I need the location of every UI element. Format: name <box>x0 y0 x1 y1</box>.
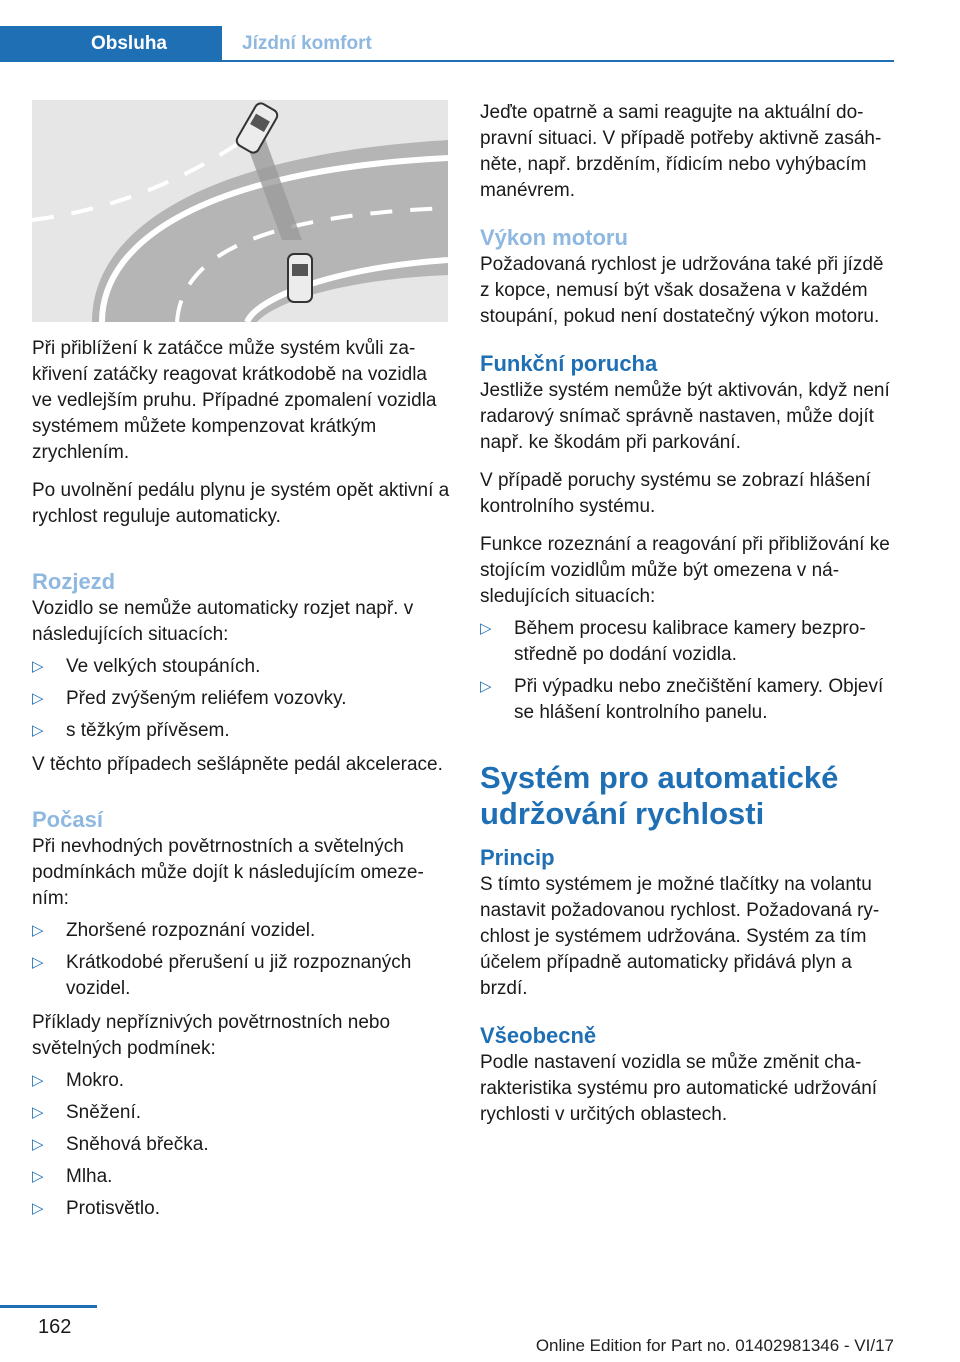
rozjezd-list <box>32 654 452 744</box>
heading-vykon-motoru: Výkon motoru <box>480 225 628 250</box>
triangle-bullet-icon: ▷ <box>32 1136 44 1153</box>
right-paragraph-1: Jeďte opatrně a sami reagujte na aktuální dopravní situaci. V případě potřeby aktivně zasáhněte, např. brzděním, řídicím nebo vyhýbacím manévrem. <box>480 102 882 201</box>
porucha-p3: Funkce rozeznání a reagování při přibližování ke stojícím vozidlům může být omezena v následujících situacích: <box>480 534 890 607</box>
triangle-bullet-icon: ▷ <box>32 690 44 707</box>
header-tabs <box>0 0 894 64</box>
heading-system-udrzovani-rychlosti: Systém pro automatické udržování rychlosti <box>480 760 839 831</box>
triangle-bullet-icon: ▷ <box>32 1200 44 1217</box>
footer-divider <box>0 1305 97 1308</box>
list-item: ▷ Při výpadku nebo znečištění kamery. Objeví se hlášení kontrolního panelu. <box>480 676 884 723</box>
list-item: ▷ Zhoršené rozpoznání vozidel. <box>32 918 452 944</box>
list-item: ▷ Před zvýšeným reliéfem vozovky. <box>32 686 452 712</box>
heading-princip: Princip <box>480 845 555 870</box>
porucha-p2: V případě poruchy systému se zobrazí hlášení kontrolního systému. <box>480 470 871 517</box>
list-item: ▷ s těžkým přívěsem. <box>32 718 452 744</box>
tab-obsluha[interactable]: Obsluha <box>0 26 222 62</box>
triangle-bullet-icon: ▷ <box>480 620 492 637</box>
porucha-p1: Jestliže systém nemůže být aktivován, když není radarový snímač správně nastaven, může dojít např. ke škodám při parkování. <box>480 380 890 453</box>
triangle-bullet-icon: ▷ <box>32 722 44 739</box>
pocasi-list <box>32 918 452 1002</box>
porucha-list <box>480 616 898 726</box>
list-item: ▷ Sněhová břečka. <box>32 1132 452 1158</box>
triangle-bullet-icon: ▷ <box>32 922 44 939</box>
vseobecne-text: Podle nastavení vozidla se může změnit charakteristika systému pro automatické udržování rychlosti v určitých oblastech. <box>480 1052 878 1125</box>
list-item: ▷ Mokro. <box>32 1068 452 1094</box>
rozjezd-outro: V těchto případech sešlápněte pedál akcelerace. <box>32 754 443 775</box>
header-divider <box>222 60 894 62</box>
left-paragraph-1: Při přiblížení k zatáčce může systém kvůli zakřivení zatáčky reagovat krátkodobě na vozidla ve vedlejším pruhu. Případné zpomalení vozidla systémem můžete kompenzovat krátkým zrychlením. <box>32 338 437 463</box>
list-item: ▷ Mlha. <box>32 1164 452 1190</box>
heading-funkcni-porucha: Funkční porucha <box>480 351 658 376</box>
left-column <box>32 100 452 1230</box>
car-curve-illustration <box>32 100 448 322</box>
car-curve-icon <box>32 100 448 322</box>
tab-jizdni-komfort[interactable]: Jízdní komfort <box>242 33 372 54</box>
triangle-bullet-icon: ▷ <box>32 954 44 971</box>
rozjezd-intro: Vozidlo se nemůže automaticky rozjet např. v následujících situacích: <box>32 598 414 645</box>
list-item: ▷ Sněžení. <box>32 1100 452 1126</box>
pocasi-intro: Při nevhodných povětrnostních a světelných podmínkách může dojít k následujícím omezením: <box>32 836 424 909</box>
triangle-bullet-icon: ▷ <box>480 678 492 695</box>
pocasi-examples-list <box>32 1068 452 1222</box>
list-item: ▷ Ve velkých stoupáních. <box>32 654 452 680</box>
list-item: ▷ Během procesu kalibrace kamery bezprostředně po dodání vozidla. <box>480 618 866 665</box>
list-item: ▷ Protisvětlo. <box>32 1196 452 1222</box>
footer-edition: Online Edition for Part no. 01402981346 - VI/17 <box>535 1336 894 1355</box>
princip-text: S tímto systémem je možné tlačítky na volantu nastavit požadovanou rychlost. Požadovaná rychlost je systémem udržována. Systém za tím účelem případně automaticky přidává plyn a brzdí. <box>480 874 880 999</box>
heading-pocasi: Počasí <box>32 807 103 832</box>
pocasi-examples-intro: Příklady nepříznivých povětrnostních nebo světelných podmínek: <box>32 1012 391 1059</box>
triangle-bullet-icon: ▷ <box>32 1072 44 1089</box>
triangle-bullet-icon: ▷ <box>32 1168 44 1185</box>
left-paragraph-2: Po uvolnění pedálu plynu je systém opět aktivní a rychlost reguluje automaticky. <box>32 480 450 527</box>
vykon-text: Požadovaná rychlost je udržována také při jízdě z kopce, nemusí být však dosažena v každém stoupání, pokud není dostatečný výkon motoru. <box>480 254 884 327</box>
right-column <box>480 100 898 1140</box>
heading-rozjezd: Rozjezd <box>32 569 116 594</box>
page-number: 162 <box>38 1316 72 1338</box>
list-item: ▷ Krátkodobé přerušení u již rozpoznaných vozidel. <box>32 952 412 999</box>
heading-vseobecne: Všeobecně <box>480 1023 597 1048</box>
triangle-bullet-icon: ▷ <box>32 658 44 675</box>
triangle-bullet-icon: ▷ <box>32 1104 44 1121</box>
